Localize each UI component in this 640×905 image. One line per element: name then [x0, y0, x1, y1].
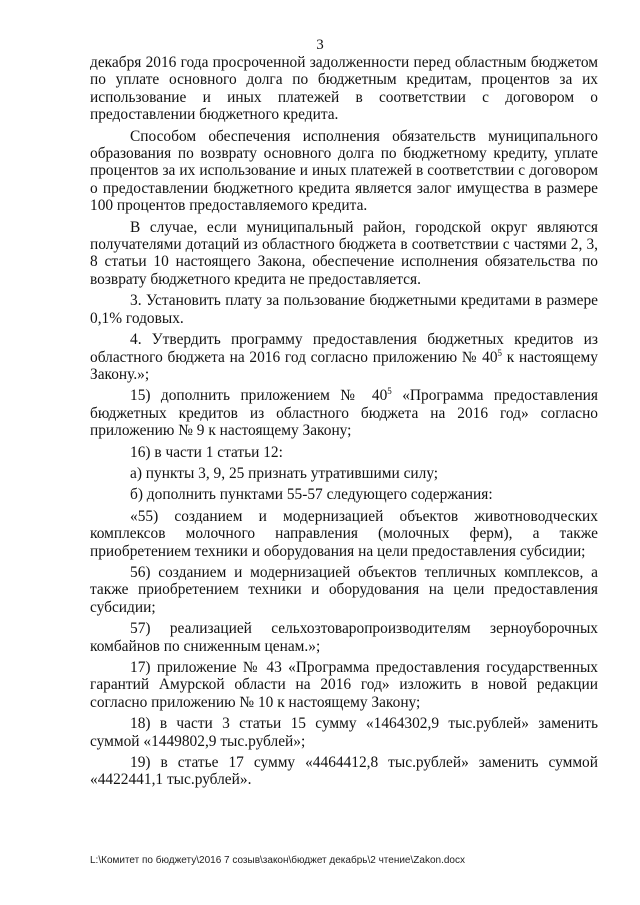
paragraph-item-18: 18) в части 3 статьи 15 сумму «1464302,9 тыс.рублей» заменить суммой «1449802,9 тыс.рублей»;	[90, 715, 598, 750]
credit-program-text: 4. Утвердить программу предоставления бюджетных кредитов из областного бюджета на 2016 год согласно приложению № 40	[90, 331, 598, 366]
paragraph-interest-rate: 3. Установить плату за пользование бюджетными кредитами в размере 0,1% годовых.	[90, 292, 598, 327]
paragraph-collateral: Способом обеспечения исполнения обязательств муниципального образования по возврату основного долга по бюджетному кредиту, уплате процентов за их использование и иных платежей в соответствии с договором о предоставлении бюджетного кредита является залог имущества в размере 100 процентов предоставляемого кредита.	[90, 127, 598, 215]
paragraph-overdue-debt: декабря 2016 года просроченной задолженности перед областным бюджетом по уплате основного долга по бюджетным кредитам, процентов за их использование и иных платежей в соответствии с договором о предоставлении бюджетного кредита.	[90, 54, 598, 124]
page-number: 3	[316, 37, 324, 53]
paragraph-point-57: 57) реализацией сельхозтоваропроизводителям зерноуборочных комбайнов по сниженным ценам.»;	[90, 620, 598, 655]
paragraph-item-16a: а) пункты 3, 9, 25 признать утратившими силу;	[130, 464, 439, 482]
appendix-superscript: 5	[497, 347, 503, 358]
paragraph-item-15	[90, 387, 598, 439]
item-15-text: «Программа предоставления бюджетных кредитов из областного бюджета на 2016 год» согласно приложению № 9 к настоящему Закону;	[90, 387, 598, 440]
paragraph-item-19: 19) в статье 17 сумму «4464412,8 тыс.рублей» заменить суммой «4422441,1 тыс.рублей».	[90, 754, 598, 789]
item-15-lead: 15) дополнить приложением № 40	[130, 387, 388, 405]
paragraph-item-16: 16) в части 1 статьи 12:	[130, 443, 283, 461]
file-path-footer: L:\Комитет по бюджету\2016 7 созыв\закон\бюджет декабрь\2 чтение\Zakon.docx	[90, 855, 465, 866]
paragraph-item-17: 17) приложение № 43 «Программа предоставления государственных гарантий Амурской области на 2016 год» изложить в новой редакции согласно приложению № 10 к настоящему Закону;	[90, 659, 598, 711]
paragraph-point-55: «55) созданием и модернизацией объектов животноводческих комплексов молочного направления (молочных ферм), а также приобретением техники и оборудования на цели предоставления субсидии;	[90, 507, 598, 560]
paragraph-point-56: 56) созданием и модернизацией объектов тепличных комплексов, а также приобретением техники и оборудования на цели предоставления субсидии;	[90, 563, 598, 616]
appendix-superscript-15: 5	[387, 386, 392, 397]
paragraph-item-16b: б) дополнить пунктами 55-57 следующего содержания:	[130, 486, 493, 504]
paragraph-credit-program	[90, 331, 598, 383]
document-body	[90, 54, 598, 793]
credit-program-tail: к настоящему Закону.»;	[90, 348, 598, 383]
paragraph-grant-exception: В случае, если муниципальный район, городской округ являются получателями дотаций из областного бюджета в соответствии с частями 2, 3, 8 статьи 10 настоящего Закона, обеспечение исполнения обязательства по возврату бюджетного кредита не предоставляется.	[90, 218, 598, 288]
